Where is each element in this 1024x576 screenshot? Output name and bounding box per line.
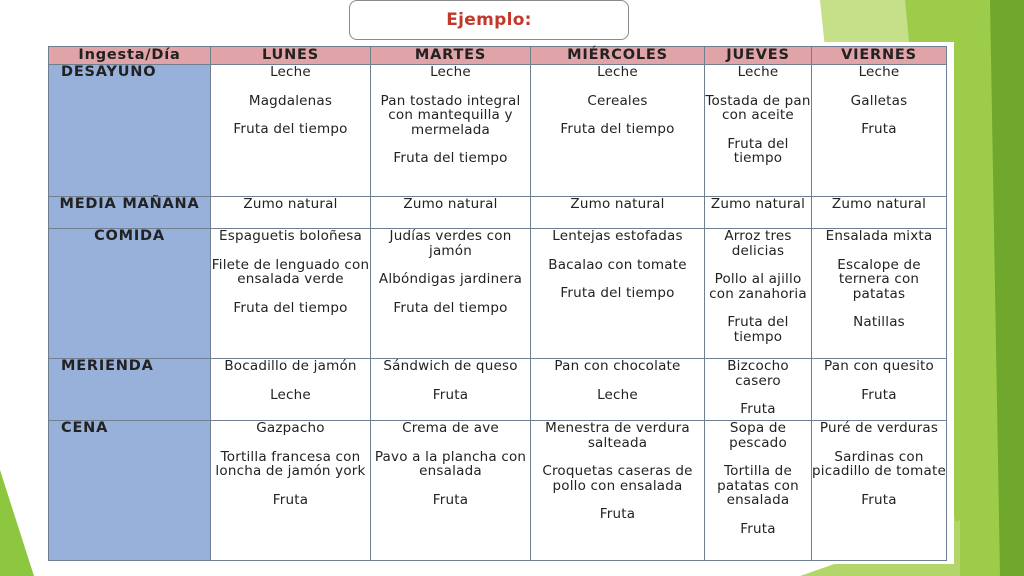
menu-item: Fruta	[861, 491, 897, 508]
table-row	[49, 359, 947, 421]
menu-cell	[371, 359, 531, 421]
menu-item: Pan con chocolate	[554, 358, 681, 374]
menu-cell	[812, 359, 947, 421]
menu-item: Leche	[270, 64, 311, 80]
menu-item: Leche	[597, 386, 638, 403]
menu-cell	[211, 229, 371, 359]
menu-item: Croquetas caseras de pollo con ensalada	[542, 463, 693, 494]
menu-item: Tostada de pan con aceite	[705, 92, 811, 123]
menu-item: Lentejas estofadas	[552, 228, 683, 244]
menu-item: Fruta del tiempo	[393, 150, 508, 166]
menu-item: Magdalenas	[248, 92, 333, 109]
menu-item: Tortilla de patatas con ensalada	[717, 463, 799, 508]
table-row	[49, 229, 947, 359]
meal-label-cena: CENA	[49, 421, 211, 561]
header-row	[49, 47, 947, 65]
menu-item: Fruta	[861, 386, 897, 403]
menu-item: Fruta del tiempo	[393, 299, 508, 316]
menu-item: Fruta del tiempo	[560, 121, 675, 137]
menu-item: Fruta	[740, 520, 776, 537]
menu-item: Zumo natural	[403, 196, 498, 212]
menu-item: Filete de lenguado con ensalada verde	[211, 256, 370, 287]
menu-item: Escalope de ternera con patatas	[837, 256, 921, 302]
menu-item: Bizcocho casero	[727, 358, 789, 389]
menu-item: Fruta del tiempo	[727, 314, 789, 345]
meal-label-desayuno: DESAYUNO	[49, 65, 211, 197]
menu-item: Espaguetis boloñesa	[218, 228, 362, 244]
menu-item: Fruta del tiempo	[233, 299, 348, 316]
menu-item: Arroz tres delicias	[724, 228, 792, 259]
menu-cell	[531, 359, 705, 421]
title-box	[349, 0, 629, 40]
table-row	[49, 197, 947, 229]
menu-item: Gazpacho	[256, 420, 325, 436]
table-row	[49, 421, 947, 561]
menu-item: Fruta	[740, 401, 776, 417]
menu-cell	[705, 197, 812, 229]
menu-item: Menestra de verdura salteada	[545, 420, 690, 451]
left-green-triangle	[0, 470, 34, 576]
menu-item: Pollo al ajillo con zanahoria	[709, 271, 807, 302]
day-header-jueves: JUEVES	[705, 47, 812, 65]
menu-cell	[531, 65, 705, 197]
day-header-viernes: VIERNES	[812, 47, 947, 65]
menu-cell	[812, 421, 947, 561]
menu-item: Pavo a la plancha con ensalada	[374, 448, 527, 479]
menu-cell	[371, 421, 531, 561]
menu-item: Fruta del tiempo	[560, 285, 675, 301]
menu-table-frame	[44, 42, 954, 564]
meal-label-comida: COMIDA	[49, 229, 211, 359]
menu-cell	[812, 229, 947, 359]
table-row	[49, 65, 947, 197]
menu-cell	[211, 65, 371, 197]
menu-cell	[371, 65, 531, 197]
menu-item: Bocadillo de jamón	[224, 358, 357, 374]
menu-item: Leche	[858, 64, 900, 80]
corner-header: Ingesta/Día	[49, 47, 211, 65]
menu-cell	[211, 359, 371, 421]
menu-cell	[531, 229, 705, 359]
menu-cell	[812, 197, 947, 229]
menu-item: Natillas	[853, 314, 905, 330]
menu-item: Tortilla francesa con loncha de jamón york	[215, 448, 366, 479]
menu-cell	[371, 229, 531, 359]
menu-item: Zumo natural	[710, 196, 806, 212]
meal-label-media-manana: MEDIA MAÑANA	[49, 197, 211, 229]
menu-cell	[531, 421, 705, 561]
menu-item: Pan tostado integral con mantequilla y mermelada	[380, 92, 521, 138]
menu-item: Zumo natural	[570, 196, 665, 212]
menu-item: Leche	[597, 64, 638, 80]
menu-cell	[705, 359, 812, 421]
meal-label-merienda: MERIENDA	[49, 359, 211, 421]
menu-item: Sopa de pescado	[729, 420, 787, 451]
menu-item: Judías verdes con jamón	[389, 228, 512, 259]
menu-cell	[705, 65, 812, 197]
menu-cell	[531, 197, 705, 229]
menu-item: Bacalao con tomate	[548, 256, 687, 273]
menu-cell	[211, 421, 371, 561]
day-header-lunes: LUNES	[211, 47, 371, 65]
menu-item: Crema de ave	[402, 420, 499, 436]
menu-item: Puré de verduras	[819, 420, 939, 436]
menu-item: Leche	[737, 64, 779, 80]
menu-cell	[705, 229, 812, 359]
weekly-menu-table	[48, 46, 947, 561]
menu-item: Galletas	[850, 92, 908, 109]
menu-item: Leche	[430, 64, 471, 80]
menu-item: Fruta del tiempo	[233, 121, 348, 137]
menu-item: Pan con quesito	[824, 358, 934, 374]
menu-item: Fruta	[432, 491, 469, 508]
menu-item: Fruta	[861, 121, 897, 137]
menu-cell	[211, 197, 371, 229]
menu-cell	[705, 421, 812, 561]
menu-item: Sándwich de queso	[383, 358, 518, 374]
menu-cell	[812, 65, 947, 197]
menu-item: Ensalada mixta	[825, 228, 933, 244]
menu-item: Fruta	[272, 491, 309, 508]
day-header-miercoles: MIÉRCOLES	[531, 47, 705, 65]
menu-item: Fruta	[432, 386, 469, 403]
menu-cell	[371, 197, 531, 229]
slide-title: Ejemplo:	[446, 10, 532, 30]
menu-item: Zumo natural	[831, 196, 927, 212]
menu-item: Albóndigas jardinera	[378, 271, 523, 287]
menu-item: Fruta del tiempo	[727, 135, 789, 166]
day-header-martes: MARTES	[371, 47, 531, 65]
menu-item: Sardinas con picadillo de tomate	[812, 448, 946, 479]
menu-item: Leche	[270, 386, 311, 403]
menu-item: Fruta	[599, 506, 636, 522]
menu-item: Zumo natural	[243, 196, 338, 212]
menu-item: Cereales	[587, 92, 648, 109]
